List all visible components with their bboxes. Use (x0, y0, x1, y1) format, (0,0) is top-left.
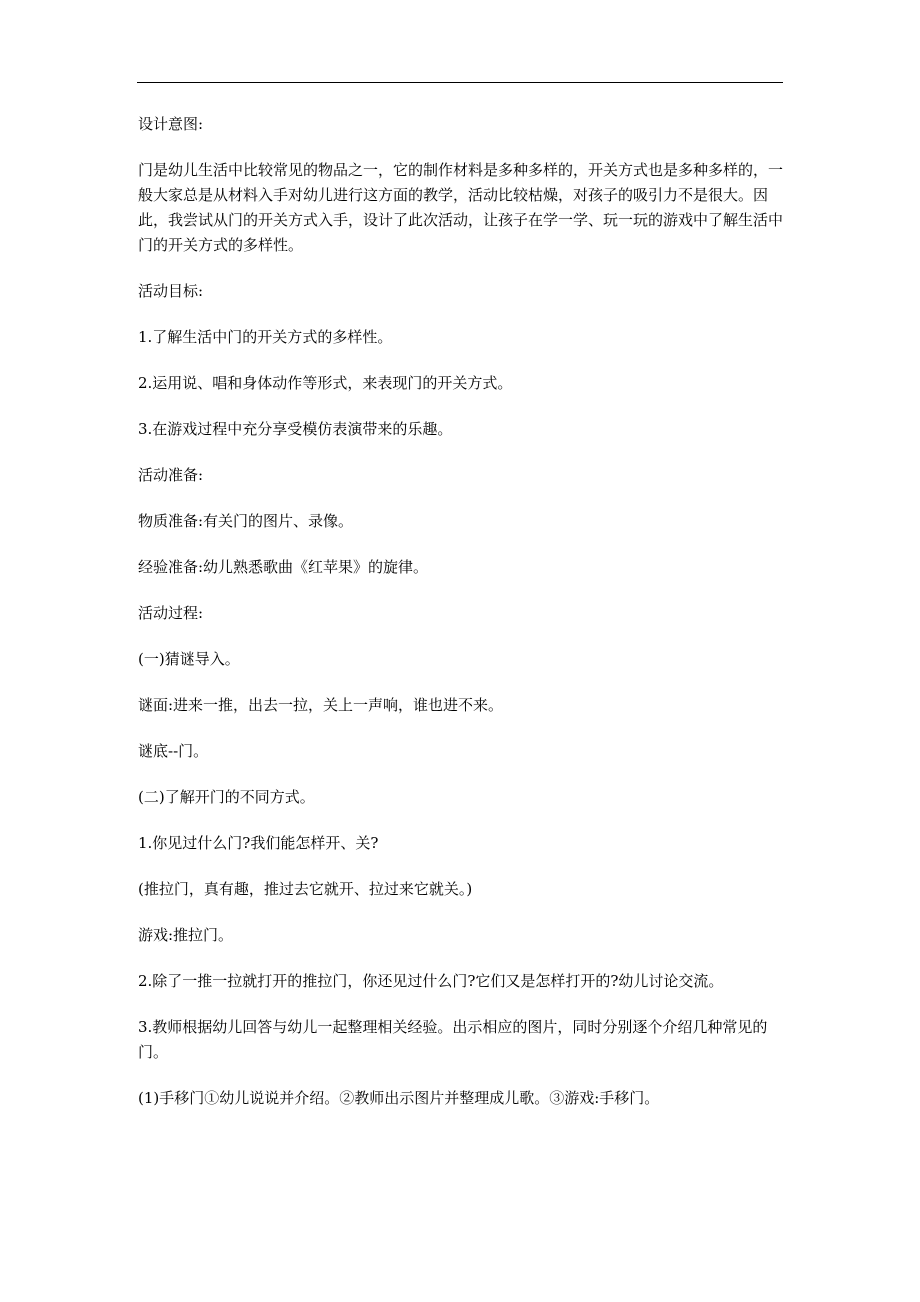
experience-preparation: 经验准备:幼儿熟悉歌曲《红苹果》的旋律。 (138, 558, 429, 576)
riddle-answer: 谜底--门。 (138, 742, 209, 760)
section-heading-activity-goals: 活动目标: (138, 282, 204, 300)
sliding-door-rhyme: (推拉门，真有趣，推过去它就开、拉过来它就关。) (138, 880, 473, 898)
goal-item-2: 2.运用说、唱和身体动作等形式，来表现门的开关方式。 (138, 374, 513, 392)
material-preparation: 物质准备:有关门的图片、录像。 (138, 512, 354, 530)
riddle-question: 谜面:进来一推，出去一拉，关上一声响，谁也进不来。 (138, 696, 504, 714)
game-sliding-door: 游戏:推拉门。 (138, 926, 234, 944)
section-heading-activity-process: 活动过程: (138, 604, 204, 622)
process-question-1: 1.你见过什么门?我们能怎样开、关? (138, 834, 379, 852)
goal-item-1: 1.了解生活中门的开关方式的多样性。 (138, 328, 393, 346)
design-intent-paragraph: 门是幼儿生活中比较常见的物品之一，它的制作材料是多种多样的，开关方式也是多种多样的，一般大家总是从材料入手对幼儿进行这方面的教学，活动比较枯燥，对孩子的吸引力不是很大。因此，我尝试从门的开关方式入手，设计了此次活动，让孩子在学一学、玩一玩的游戏中了解生活中门的开关方式的多样性。 (138, 161, 784, 254)
hand-moving-door-item: (1)手移门①幼儿说说并介绍。②教师出示图片并整理成儿歌。③游戏:手移门。 (138, 1089, 660, 1107)
header-rule (137, 82, 783, 83)
goal-item-3: 3.在游戏过程中充分享受模仿表演带来的乐趣。 (138, 420, 453, 438)
section-heading-activity-preparation: 活动准备: (138, 466, 204, 484)
document-body (138, 112, 786, 1132)
section-heading-design-intent: 设计意图: (138, 115, 204, 133)
process-step-riddle-intro: (一)猜谜导入。 (138, 650, 240, 668)
process-question-2: 2.除了一推一拉就打开的推拉门，你还见过什么门?它们又是怎样打开的?幼儿讨论交流。 (138, 972, 724, 990)
process-step-door-ways: (二)了解开门的不同方式。 (138, 788, 315, 806)
process-item-3: 3.教师根据幼儿回答与幼儿一起整理相关经验。出示相应的图片，同时分别逐个介绍几种常见的门。 (138, 1018, 768, 1061)
